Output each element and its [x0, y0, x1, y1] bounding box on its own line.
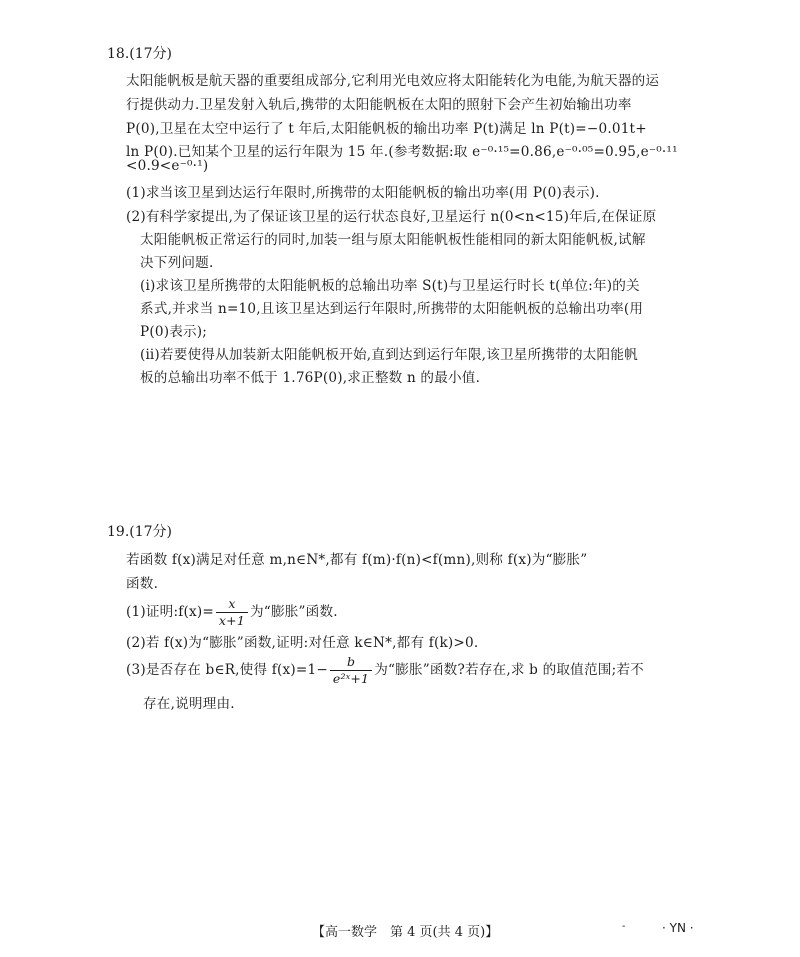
q19-part2: (2)若 f(x)为“膨胀”函数,证明:对任意 k∈N*,都有 f(k)>0. [126, 635, 479, 651]
q18-sub-i-line-2: 系式,并求当 n=10,且该卫星达到运行年限时,所携带的太阳能帆板的总输出功率(用 [140, 301, 644, 317]
q19-part3-suffix: 为“膨胀”函数?若存在,求 b 的取值范围;若不 [374, 662, 644, 678]
q19-part1-numerator: x [216, 596, 248, 613]
q18-part2-line-3: 决下列问题. [140, 255, 214, 271]
q19-intro-line-1: 若函数 f(x)满足对任意 m,n∈N*,都有 f(m)·f(n)<f(mn),则称 f(x)为“膨胀” [126, 552, 588, 568]
q18-line-2: 行提供动力.卫星发射入轨后,携带的太阳能帆板在太阳的照射下会产生初始输出功率 [126, 97, 632, 113]
q18-sub-i-line-1: (ⅰ)求该卫星所携带的太阳能帆板的总输出功率 S(t)与卫星运行时长 t(单位:年)的关 [140, 278, 640, 294]
q19-part3-numerator: b [330, 654, 372, 671]
q18-sub-i-line-3: P(0)表示); [140, 324, 208, 340]
q18-line-1: 太阳能帆板是航天器的重要组成部分,它利用光电效应将太阳能转化为电能,为航天器的运 [126, 73, 660, 89]
q19-part1-fraction [216, 596, 248, 629]
q19-part3-prefix: (3)是否存在 b∈R,使得 f(x)=1− [126, 662, 328, 678]
q19-part1 [126, 596, 338, 629]
q19-part1-suffix: 为“膨胀”函数. [250, 604, 338, 620]
page-footer: 【高一数学 第 4 页(共 4 页)】 [312, 925, 499, 940]
q18-line-3: P(0),卫星在太空中运行了 t 年后,太阳能帆板的输出功率 P(t)满足 ln P(t)=−0.01t+ [126, 121, 647, 137]
footer-mark: - [622, 921, 626, 932]
q19-part1-prefix: (1)证明:f(x)= [126, 604, 214, 620]
q19-part3-fraction [330, 654, 372, 687]
q19-part3-denominator: e²ˣ+1 [332, 671, 370, 686]
q18-part2-line-1: (2)有科学家提出,为了保证该卫星的运行状态良好,卫星运行 n(0<n<15)年后,在保证原 [126, 209, 657, 225]
q19-intro-line-2: 函数. [126, 576, 159, 592]
q18-part2-line-2: 太阳能帆板正常运行的同时,加装一组与原太阳能帆板性能相同的新太阳能帆板,试解 [140, 232, 646, 248]
q18-part1: (1)求当该卫星到达运行年限时,所携带的太阳能帆板的输出功率(用 P(0)表示). [126, 185, 600, 201]
q19-part3-line-2: 存在,说明理由. [143, 696, 235, 712]
q18-number: 18.(17分) [107, 46, 173, 62]
q19-number: 19.(17分) [107, 524, 173, 540]
footer-code: · YN · [662, 921, 694, 935]
q18-sub-ii-line-2: 板的总输出功率不低于 1.76P(0),求正整数 n 的最小值. [140, 370, 481, 386]
q18-line-5: <0.9<e⁻⁰·¹) [126, 158, 209, 174]
q18-sub-ii-line-1: (ⅱ)若要使得从加装新太阳能帆板开始,直到达到运行年限,该卫星所携带的太阳能帆 [140, 347, 638, 363]
q19-part3 [126, 654, 644, 687]
q18-line-4: ln P(0).已知某个卫星的运行年限为 15 年.(参考数据:取 e⁻⁰·¹⁵=0.86,e⁻⁰·⁰⁵=0.95,e⁻⁰·¹¹ [126, 144, 678, 160]
q19-part1-denominator: x+1 [218, 613, 245, 628]
